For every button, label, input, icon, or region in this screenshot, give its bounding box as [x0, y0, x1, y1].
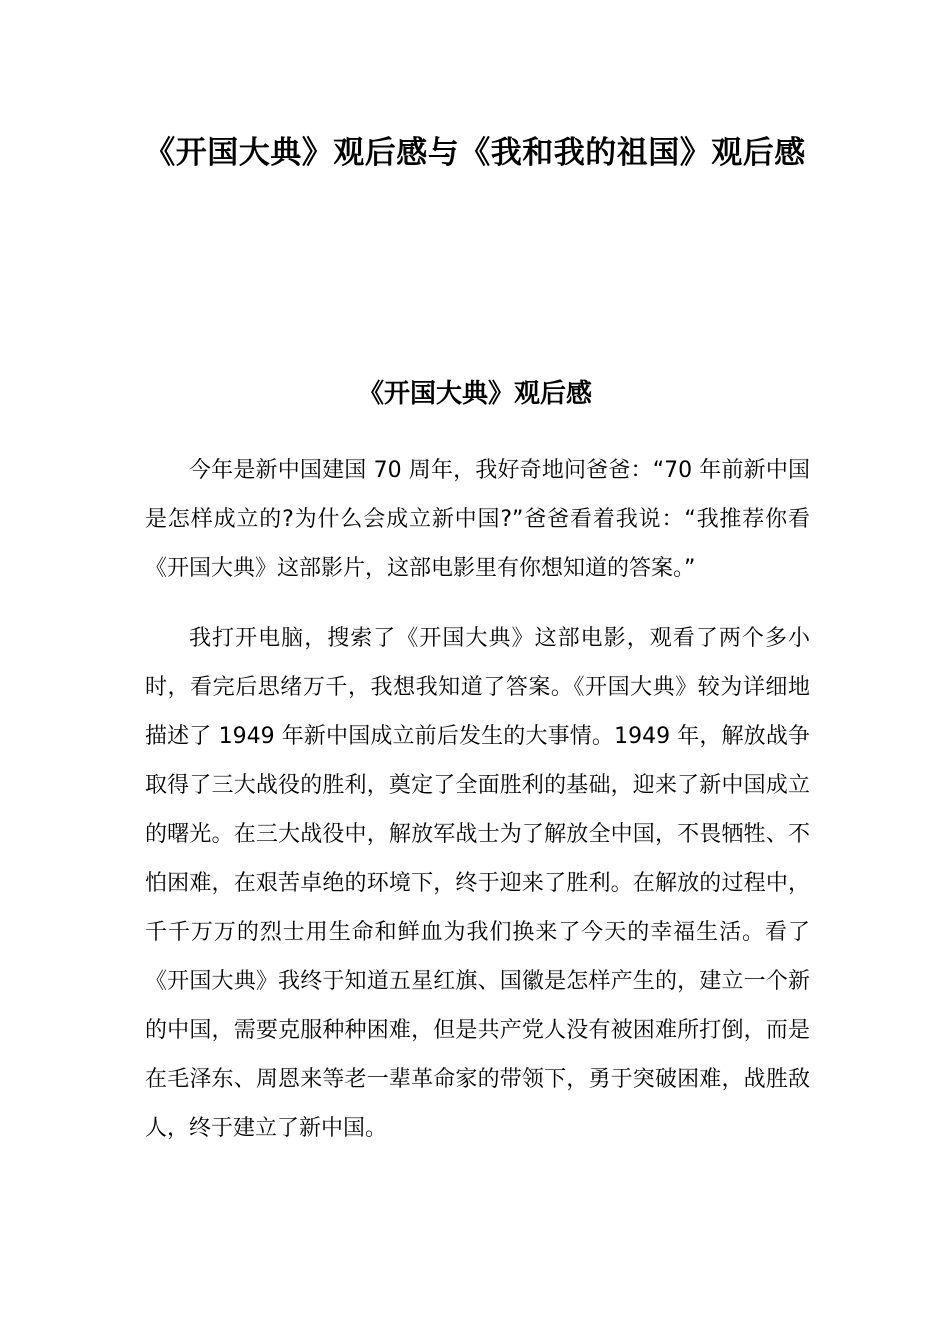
document-title: 《开国大典》观后感与《我和我的祖国》观后感: [144, 135, 806, 171]
body-paragraph-2: 我打开电脑，搜索了《开国大典》这部电影，观看了两个多小时，看完后思绪万千，我想我知道了答案。《开国大典》较为详细地描述了 1949 年新中国成立前后发生的大事情。1949 年，解放战争取得了三大战役的胜利，奠定了全面胜利的基础，迎来了新中国成立的曙光。在三大战役中，解放军战士为了解放全中国，不畏牺牲、不怕困难，在艰苦卓绝的环境下，终于迎来了胜利。在解放的过程中，千千万万的烈士用生命和鲜血为我们换来了今天的幸福生活。看了《开国大典》我终于知道五星红旗、国徽是怎样产生的，建立一个新的中国，需要克服种种困难，但是共产党人没有被困难所打倒，而是在毛泽东、周恩来等老一辈革命家的带领下，勇于突破困难，战胜敌人，终于建立了新中国。: [145, 626, 810, 1141]
section-title: 《开国大典》观后感: [357, 379, 592, 409]
body-paragraph-1: 今年是新中国建国 70 周年，我好奇地问爸爸：“70 年前新中国是怎样成立的?为什么会成立新中国?”爸爸看着我说：“我推荐你看《开国大典》这部影片，这部电影里有你想知道的答案。”: [145, 458, 810, 581]
